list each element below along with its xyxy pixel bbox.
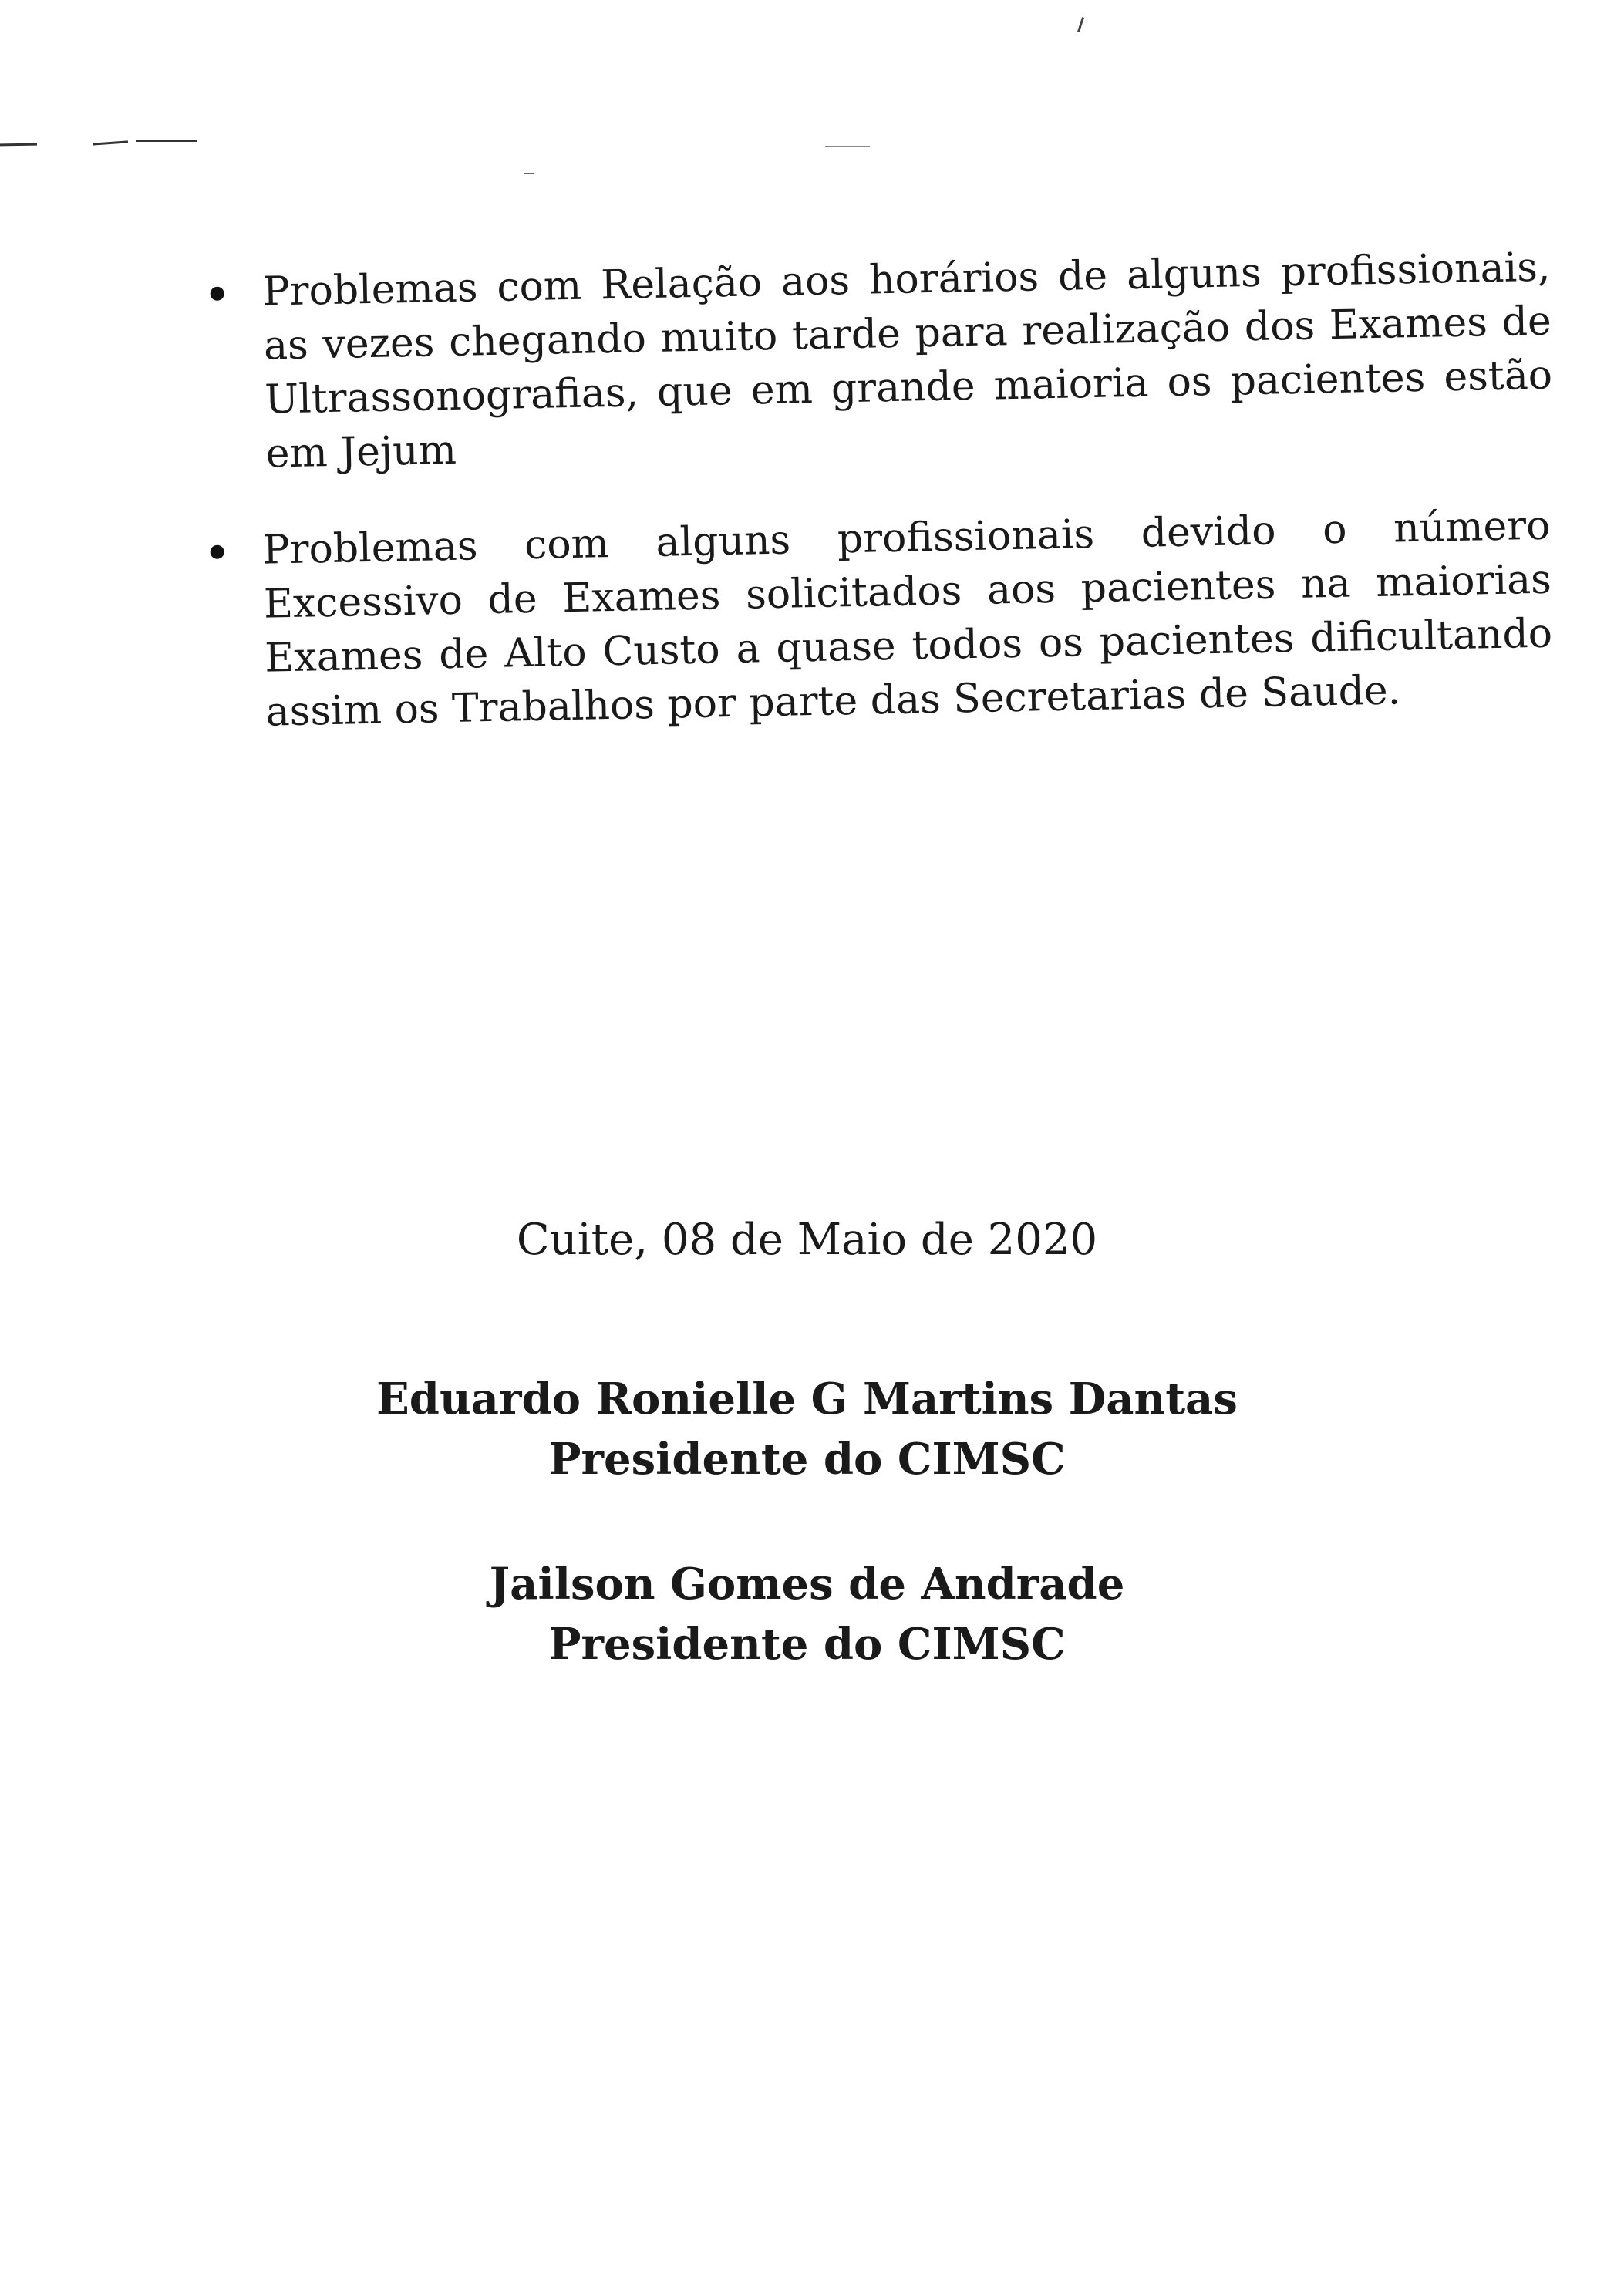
list-item-text: Problemas com Relação aos horários de alguns profissionais, as vezes chegando muito tarde para realização dos Exames de Ultrassonografias, que em grande maioria os pacientes estão em Jejum	[262, 244, 1553, 477]
scan-mark	[136, 140, 197, 142]
scan-mark	[825, 146, 870, 147]
signatory-block	[0, 1554, 1614, 1674]
signatory-name: Jailson Gomes de Andrade	[489, 1559, 1125, 1610]
list-item-text: Problemas com alguns profissionais devido o número Excessivo de Exames solicitados aos pacientes na maiorias Exames de Alto Custo a quase todos os pacientes dificultando assim os Trabalhos por parte das Secretarias de Saude.	[262, 502, 1553, 736]
signatory-role: Presidente do CIMSC	[548, 1619, 1066, 1670]
signatory-block	[0, 1369, 1614, 1489]
signatory-name: Eduardo Ronielle G Martins Dantas	[376, 1374, 1238, 1424]
problem-list	[208, 244, 1553, 740]
scan-mark	[1077, 17, 1084, 32]
signatory-role: Presidente do CIMSC	[548, 1434, 1066, 1485]
list-item	[208, 241, 1554, 482]
bullet-icon	[211, 545, 224, 559]
bullet-icon	[211, 287, 224, 301]
scan-mark	[524, 173, 534, 174]
list-item	[208, 499, 1554, 740]
scan-mark	[93, 140, 128, 145]
date-line: Cuite, 08 de Maio de 2020	[516, 1215, 1098, 1265]
scan-mark	[0, 143, 37, 147]
